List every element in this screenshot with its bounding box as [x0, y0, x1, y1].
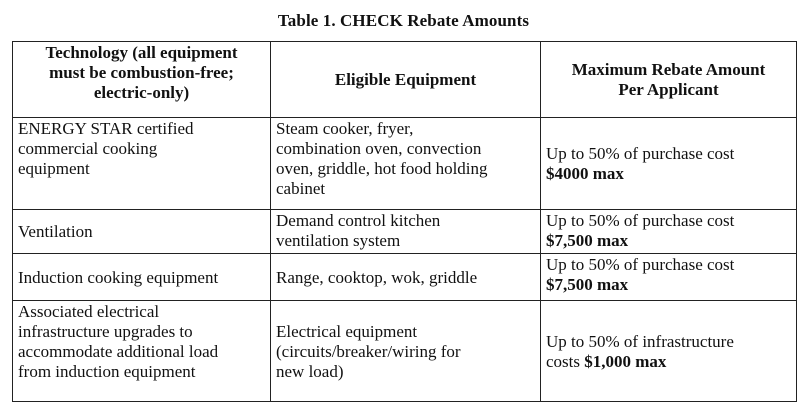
cell-line: from induction equipment: [18, 362, 196, 381]
cell-line: Steam cooker, fryer,: [276, 119, 414, 138]
cell-line: ENERGY STAR certified: [18, 119, 194, 138]
header-technology-line: Technology (all equipment: [45, 43, 238, 62]
header-technology: [13, 42, 271, 118]
equipment-cell: [271, 118, 541, 210]
technology-cell: [13, 254, 271, 301]
rebate-cell: [541, 301, 797, 402]
header-equipment: [271, 42, 541, 118]
cell-line: cabinet: [276, 179, 326, 198]
table-row: [13, 301, 797, 402]
table-caption: Table 1. CHECK Rebate Amounts: [277, 11, 530, 30]
table-row: [13, 118, 797, 210]
rebate-text-line2: [546, 352, 792, 372]
cell-line: Ventilation: [18, 222, 93, 241]
rebate-max: $1,000 max: [584, 351, 667, 371]
equipment-cell: [271, 301, 541, 402]
equipment-cell: [271, 254, 541, 301]
cell-line: (circuits/breaker/wiring for: [276, 341, 461, 361]
rebate-max: $7,500 max: [546, 275, 629, 294]
cell-line: Electrical equipment: [276, 321, 418, 341]
technology-cell: [13, 118, 271, 210]
cell-line: ventilation system: [276, 231, 401, 250]
cell-line: infrastructure upgrades to: [18, 322, 193, 341]
cell-line: Induction cooking equipment: [18, 267, 219, 287]
cell-line: commercial cooking: [18, 139, 158, 158]
cell-line: Demand control kitchen: [276, 211, 441, 230]
rebate-text: Up to 50% of infrastructure: [546, 331, 734, 351]
table-header-row: [13, 42, 797, 118]
cell-line: equipment: [18, 159, 90, 178]
rebate-cell: [541, 210, 797, 254]
rebate-cell: [541, 118, 797, 210]
header-rebate: [541, 42, 797, 118]
header-technology-line: must be combustion-free;: [49, 63, 234, 82]
technology-cell: [13, 210, 271, 254]
rebate-max: $7,500 max: [546, 231, 629, 250]
table-row: [13, 254, 797, 301]
table-row: [13, 210, 797, 254]
header-technology-line: electric-only): [93, 83, 190, 102]
cell-line: combination oven, convection: [276, 139, 482, 158]
header-equipment-line: Eligible Equipment: [334, 69, 477, 89]
cell-line: accommodate additional load: [18, 342, 219, 361]
cell-line: Associated electrical: [18, 302, 160, 321]
technology-cell: [13, 301, 271, 402]
rebate-table: [12, 41, 797, 402]
rebate-text: Up to 50% of purchase cost: [546, 144, 735, 163]
rebate-cell: [541, 254, 797, 301]
cell-line: Range, cooktop, wok, griddle: [276, 267, 478, 287]
header-rebate-line: Per Applicant: [618, 79, 719, 99]
cell-line: oven, griddle, hot food holding: [276, 159, 488, 178]
cell-line: new load): [276, 361, 344, 381]
rebate-text: Up to 50% of purchase cost: [546, 211, 735, 230]
rebate-max: $4000 max: [546, 164, 624, 183]
equipment-cell: [271, 210, 541, 254]
rebate-text: Up to 50% of purchase cost: [546, 255, 735, 274]
header-rebate-line: Maximum Rebate Amount: [571, 59, 766, 79]
rebate-prefix: costs: [546, 351, 585, 371]
